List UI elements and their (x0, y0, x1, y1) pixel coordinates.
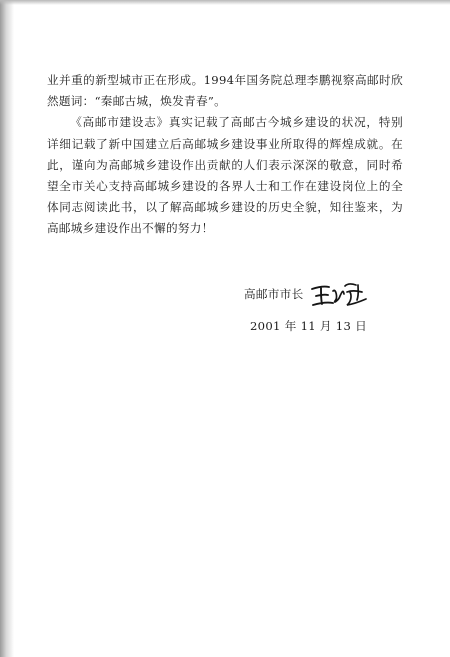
paragraph-main: 《高邮市建设志》真实记载了高邮古今城乡建设的状况，特别详细记载了新中国建立后高邮城乡建设事业所取得的辉煌成就。在此，谨向为高邮城乡建设作出贡献的人们表示深深的敬意，同时希望全市关心支持高邮城乡建设的各界人士和工作在建设岗位上的全体同志阅读此书，以了解高邮城乡建设的历史全貌，知往鉴来，为高邮城乡建设作出不懈的努力！ (47, 115, 403, 236)
signature-block (244, 280, 369, 308)
body-text (47, 70, 403, 240)
scan-top-shadow (0, 0, 450, 5)
signer-title: 高邮市市长 (244, 287, 304, 301)
scan-edge-shadow (0, 0, 14, 657)
date-line: 2001 年 11 月 13 日 (250, 319, 368, 333)
handwritten-signature (309, 280, 369, 308)
paragraph-continued: 业并重的新型城市正在形成。1994年国务院总理李鹏视察高邮时欣然题词：“秦邮古城，焕发青春”。 (47, 73, 403, 109)
